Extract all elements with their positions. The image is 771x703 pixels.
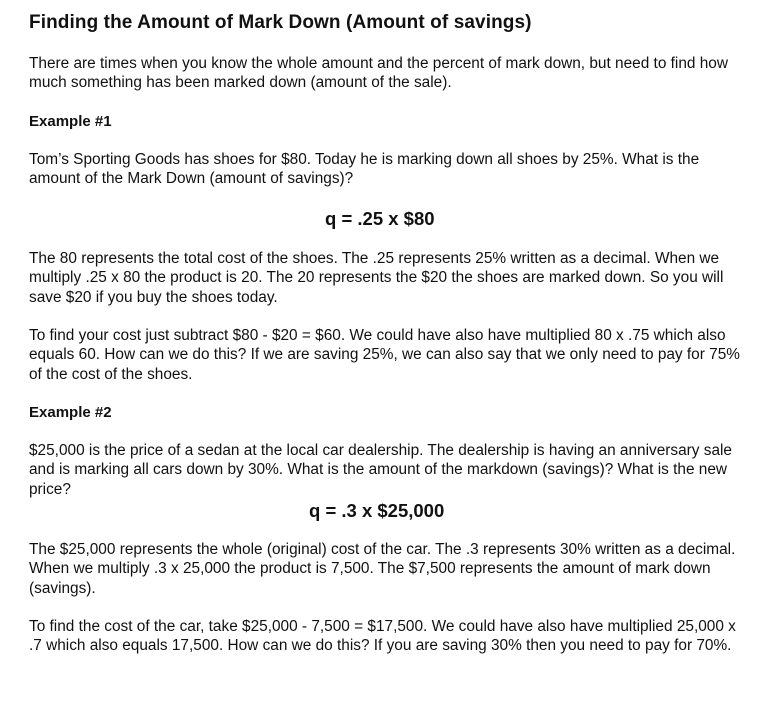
example-2-explanation: The $25,000 represents the whole (original) cost of the car. The .3 represents 30% written as a decimal. When we multiply .3 x 25,000 the product is 7,500. The $7,500 represents the amount of mark down (savings).	[29, 541, 736, 597]
example-1-cost: To find your cost just subtract $80 - $20 = $60. We could have also have multiplied 80 x .75 which also equals 60. How can we do this? If we are saving 25%, we can also say that we only need to pay for 75% of the cost of the shoes.	[29, 327, 740, 383]
example-1-heading: Example #1	[29, 113, 112, 130]
intro-paragraph: There are times when you know the whole amount and the percent of mark down, but need to find how much something has been marked down (amount of the sale).	[29, 55, 728, 92]
example-2-heading: Example #2	[29, 404, 112, 421]
page-title: Finding the Amount of Mark Down (Amount of savings)	[29, 12, 532, 33]
example-1-equation: q = .25 x $80	[325, 208, 435, 229]
example-1-problem: Tom’s Sporting Goods has shoes for $80. Today he is marking down all shoes by 25%. What is the amount of the Mark Down (amount of savings)?	[29, 151, 700, 188]
example-2-equation: q = .3 x $25,000	[309, 500, 445, 521]
example-2-cost: To find the cost of the car, take $25,000 - 7,500 = $17,500. We could have also have multiplied 25,000 x .7 which also equals 17,500. How can we do this? If you are saving 30% then you need to pay for 70%.	[29, 618, 736, 655]
example-2-problem: $25,000 is the price of a sedan at the local car dealership. The dealership is having an anniversary sale and is marking all cars down by 30%. What is the amount of the markdown (savings)? What is the new price?	[29, 442, 732, 498]
example-1-explanation: The 80 represents the total cost of the shoes. The .25 represents 25% written as a decimal. When we multiply .25 x 80 the product is 20. The 20 represents the $20 the shoes are marked down. So you will save $20 if you buy the shoes today.	[29, 250, 724, 306]
